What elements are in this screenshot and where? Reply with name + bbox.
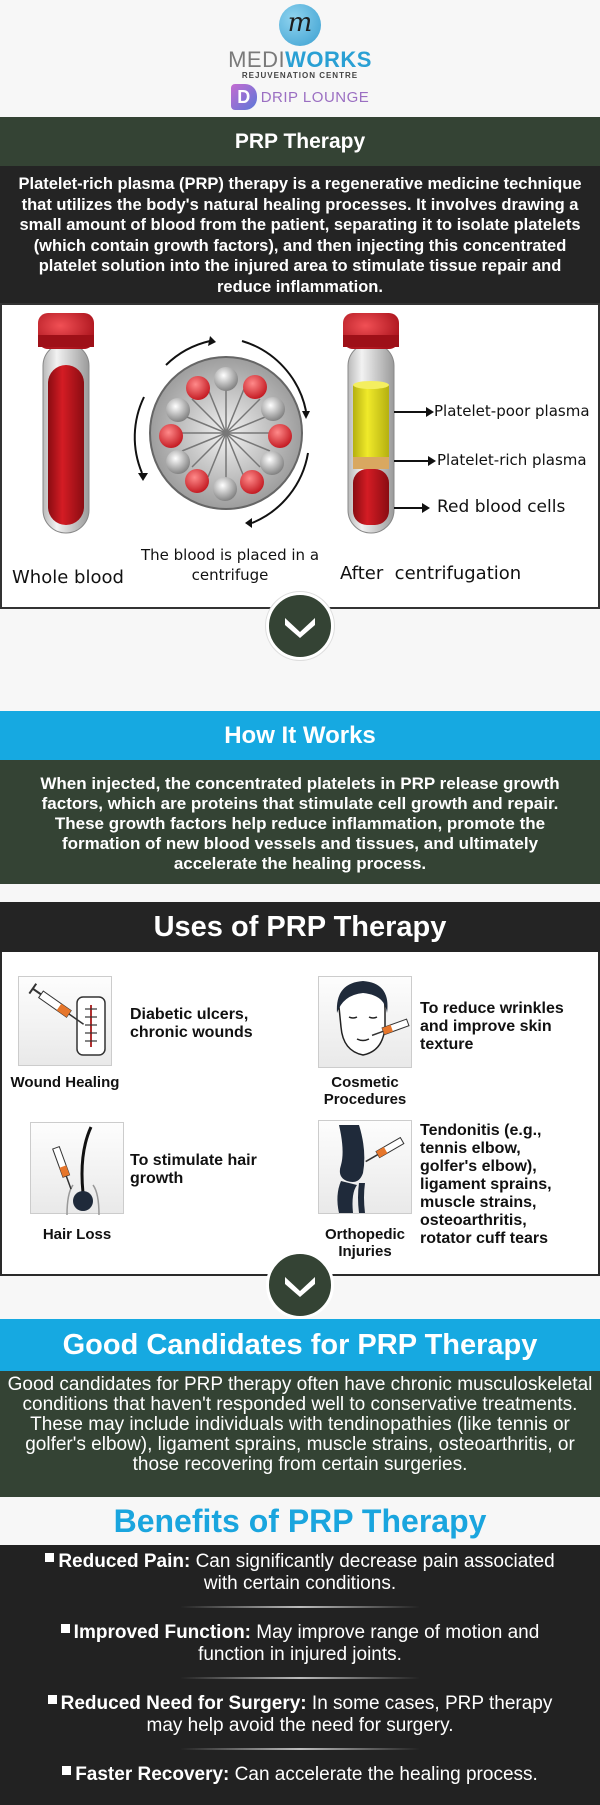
use-desc-wound-healing: Diabetic ulcers, chronic wounds	[130, 1006, 253, 1041]
bullet-square-icon	[48, 1695, 57, 1704]
benefit-separator	[180, 1677, 420, 1679]
bullet-square-icon	[45, 1553, 54, 1562]
chevron-down-icon	[266, 1251, 334, 1319]
separated-blood-tube	[343, 313, 399, 533]
syringe-wound-icon	[18, 976, 112, 1066]
brand-subtitle: REJUVENATION CENTRE	[241, 71, 359, 80]
whole-blood-label: Whole blood	[12, 567, 124, 588]
centrifuge-icon	[135, 336, 310, 528]
benefit-separator	[180, 1748, 420, 1750]
benefit-item: Faster Recovery: Can accelerate the healing process.	[0, 1764, 600, 1786]
use-label-cosmetic: Cosmetic Procedures	[323, 1074, 407, 1108]
benefit-item: Reduced Need for Surgery: In some cases, PRP therapy may help avoid the need for surgery.	[0, 1693, 600, 1737]
benefits-title: Benefits of PRP Therapy	[0, 1497, 600, 1545]
good-candidates-title: Good Candidates for PRP Therapy	[0, 1319, 600, 1371]
section-divider	[0, 609, 600, 711]
centrifuge-diagram	[0, 303, 600, 609]
use-desc-orthopedic: Tendonitis (e.g., tennis elbow, golfer's elbow), ligament sprains, muscle strains, osteoarthritis, rotator cuff tears	[420, 1122, 552, 1247]
good-candidates-body: Good candidates for PRP therapy often have chronic musculoskeletal conditions that haven't responded well to conservative treatments. These may include individuals with tendinopathies (like tennis or golfer's elbow), ligament sprains, muscle strains, osteoarthritis, or those recovering from certain surgeries.	[0, 1371, 600, 1497]
centrifuge-caption	[140, 545, 320, 585]
benefit-item: Improved Function: May improve range of motion and function in injured joints.	[0, 1622, 600, 1666]
red-blood-cells-label: Red blood cells	[437, 497, 566, 517]
use-desc-cosmetic: To reduce wrinkles and improve skin texture	[420, 1000, 564, 1053]
spacer	[0, 884, 600, 902]
knee-joint-icon	[318, 1120, 412, 1214]
prp-intro: Platelet-rich plasma (PRP) therapy is a regenerative medicine technique that utilizes the body's natural healing processes. It involves drawing a small amount of blood from the patient, separating it to isolate platelets (which contain growth factors), and then injecting this concentrated platelet solution into the injured area to stimulate tissue repair and reduce inflammation.	[0, 166, 600, 303]
use-desc-hair-loss: To stimulate hair growth	[130, 1152, 257, 1187]
bullet-square-icon	[62, 1766, 71, 1775]
drip-lounge-logo	[0, 84, 600, 110]
centrifuge-caption-line2: centrifuge	[191, 566, 269, 584]
prp-title: PRP Therapy	[0, 117, 600, 166]
uses-grid	[0, 952, 600, 1276]
platelet-poor-plasma-label: Platelet-poor plasma	[434, 402, 590, 420]
drip-lounge-text: DRIP LOUNGE	[260, 88, 370, 106]
platelet-rich-plasma-label: Platelet-rich plasma	[437, 451, 587, 469]
centrifuge-caption-line1: The blood is placed in a	[140, 546, 320, 564]
brand-name: MEDIWORKS	[228, 47, 372, 72]
chevron-down-icon	[266, 592, 334, 660]
logo-header	[0, 0, 600, 117]
benefit-item: Reduced Pain: Can significantly decrease pain associated with certain conditions.	[0, 1551, 600, 1595]
how-it-works-title: How It Works	[0, 711, 600, 760]
face-injection-icon	[318, 976, 412, 1068]
uses-title: Uses of PRP Therapy	[0, 902, 600, 952]
use-label-wound-healing: Wound Healing	[10, 1074, 120, 1091]
how-it-works-body: When injected, the concentrated platelets in PRP release growth factors, which are proteins that stimulate cell growth and repair. These growth factors help reduce inflammation, promote the formation of new blood vessels and tissues, and ultimately accelerate the healing process.	[0, 760, 600, 884]
section-divider-2	[0, 1276, 600, 1319]
benefit-separator	[180, 1606, 420, 1608]
benefits-list	[0, 1545, 600, 1805]
hair-follicle-icon	[30, 1122, 124, 1214]
drip-logo-icon: D	[231, 84, 257, 110]
bullet-square-icon	[61, 1624, 70, 1633]
mediworks-logo-icon: m	[279, 4, 321, 46]
label-arrows	[394, 412, 428, 508]
use-label-orthopedic: Orthopedic Injuries	[324, 1226, 405, 1260]
use-label-hair-loss: Hair Loss	[42, 1226, 112, 1243]
whole-blood-tube	[38, 313, 94, 533]
after-centrifugation-label: After centrifugation	[340, 563, 522, 584]
